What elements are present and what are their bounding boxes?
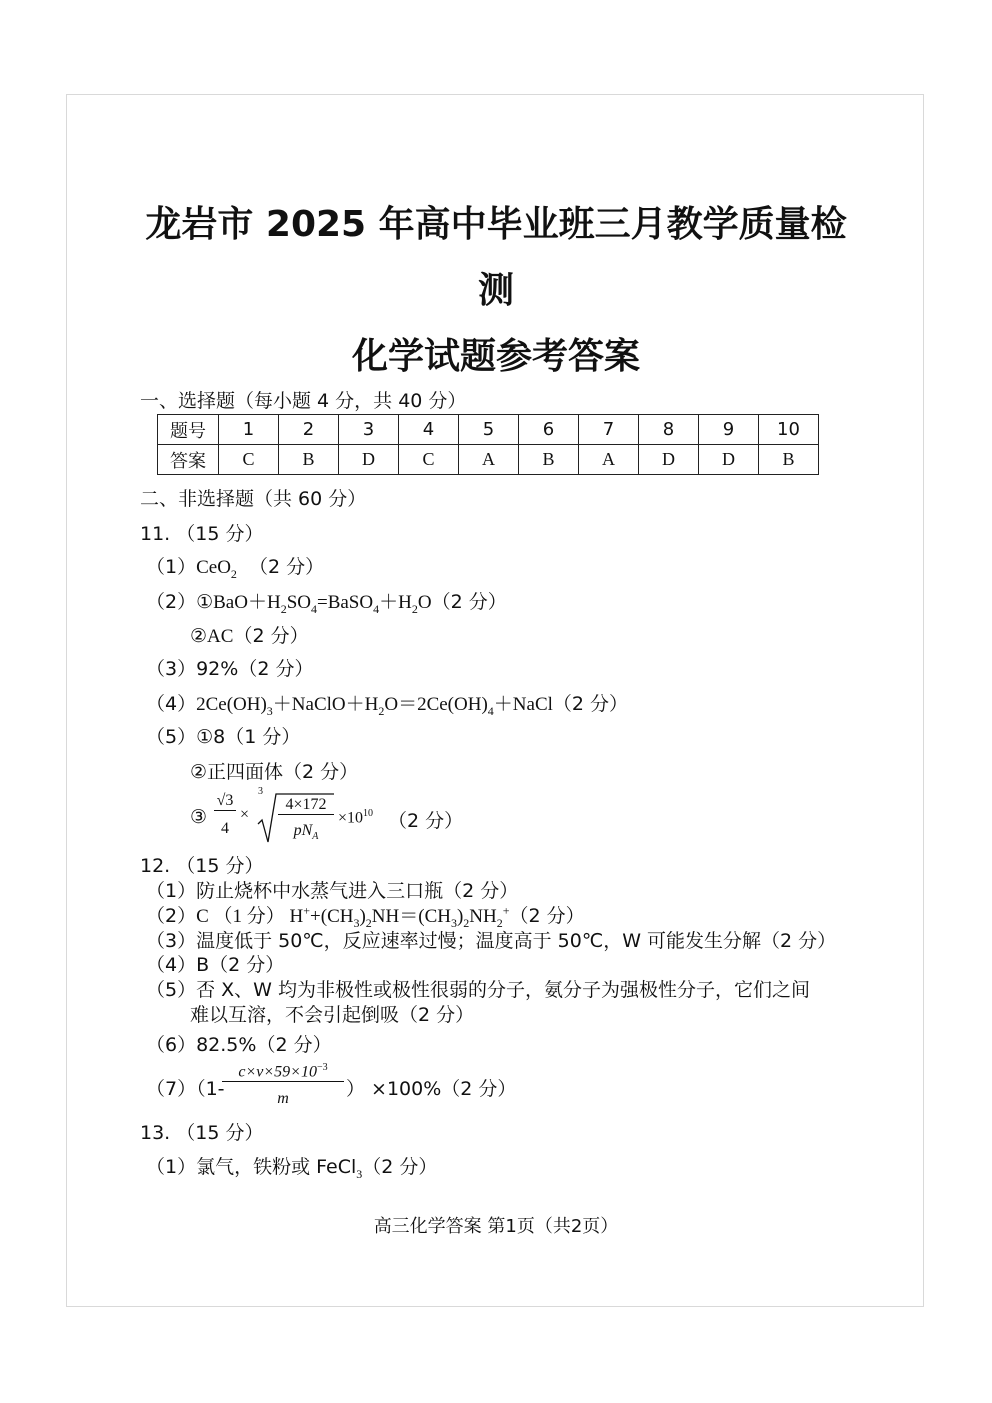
- eq-text: =BaSO: [316, 592, 374, 613]
- equation: [196, 903, 510, 930]
- eq-text: +(CH: [310, 906, 354, 927]
- answer-text: 92%（2 分）: [196, 658, 314, 680]
- q12-part5-line1: （5）否 X、W 均为非极性或极性很弱的分子，氨分子为强极性分子，它们之间: [146, 979, 810, 1001]
- subscript: A: [312, 831, 319, 843]
- table-cell: D: [639, 445, 699, 475]
- root-denominator: [278, 822, 334, 842]
- table-cell: 5: [459, 415, 519, 445]
- q12-part1: （1）防止烧杯中水蒸气进入三口瓶（2 分）: [146, 880, 519, 902]
- formula: [196, 557, 237, 581]
- table-cell: D: [339, 445, 399, 475]
- table-cell: C: [219, 445, 279, 475]
- eq-text: SO: [286, 592, 311, 613]
- equation: [196, 694, 553, 718]
- answer-text: ①8（1 分）: [196, 726, 301, 748]
- section1-heading: 一、选择题（每小题 4 分，共 40 分）: [140, 390, 467, 412]
- table-cell: 4: [399, 415, 459, 445]
- q12-part5-line2: 难以互溶，不会引起倒吸（2 分）: [190, 1004, 475, 1026]
- power-term: [338, 808, 373, 827]
- fraction-denominator: m: [277, 1090, 289, 1107]
- table-cell: 3: [339, 415, 399, 445]
- title-line-3: 化学试题参考答案: [351, 336, 640, 377]
- table-cell: B: [759, 445, 819, 475]
- score: （2 分）: [362, 1156, 438, 1178]
- answer-text: （1）氯气，铁粉或 FeCl: [146, 1156, 357, 1178]
- superscript: −3: [316, 1062, 328, 1073]
- eq-text: NH＝(CH: [371, 906, 451, 927]
- part-label: （3）: [146, 658, 197, 680]
- page-footer: 高三化学答案 第1页（共2页）: [373, 1216, 619, 1237]
- table-cell: B: [279, 445, 339, 475]
- root-index: 3: [258, 786, 263, 797]
- part-label: （1）: [146, 556, 197, 578]
- subscript: 2: [365, 915, 372, 930]
- table-cell: 9: [699, 415, 759, 445]
- table-cell: C: [399, 445, 459, 475]
- q11-part2a: [146, 587, 507, 617]
- q13-part1: [146, 1152, 437, 1182]
- q12-part3: （3）温度低于 50℃，反应速率过慢；温度高于 50℃，W 可能发生分解（2 分）: [146, 930, 837, 952]
- q11-part2b: [190, 621, 309, 648]
- eq-text: NH: [469, 906, 497, 927]
- q12-part6: （6）82.5%（2 分）: [146, 1034, 332, 1056]
- answer-table: [157, 414, 819, 475]
- part-label: ③: [190, 806, 208, 828]
- table-cell: 10: [759, 415, 819, 445]
- subscript: 2: [378, 703, 385, 718]
- table-cell: B: [519, 445, 579, 475]
- eq-text: ): [456, 906, 464, 927]
- num-text: c×v×59×10: [238, 1063, 317, 1081]
- q13-heading: 13. （15 分）: [140, 1122, 264, 1144]
- eq-text: ＋H: [379, 592, 412, 613]
- score: （2 分）: [509, 905, 585, 927]
- subscript: 3: [450, 915, 457, 930]
- eq-text: ①BaO＋H: [196, 592, 281, 613]
- equation: [196, 592, 432, 616]
- subscript: 3: [353, 915, 360, 930]
- q11-part1: [146, 552, 324, 582]
- part-label: （2）: [146, 591, 197, 613]
- root-numerator: 4×172: [278, 796, 334, 815]
- answer-text: ②AC: [190, 626, 234, 647]
- part-label: （5）: [146, 726, 197, 748]
- title-line-2: 测: [477, 270, 514, 311]
- formula-tail: ） ×100%（2 分）: [346, 1078, 517, 1100]
- formula-text: CeO: [196, 557, 231, 578]
- subscript: 2: [411, 601, 418, 616]
- eq-text: ＋NaClO＋H: [272, 694, 379, 715]
- fraction-numerator: [222, 1062, 344, 1082]
- score: （2 分）: [552, 693, 629, 715]
- superscript: +: [502, 903, 510, 918]
- sqrt3-numerator: √3: [214, 792, 236, 811]
- subscript: 2: [280, 601, 287, 616]
- table-cell: 7: [579, 415, 639, 445]
- table-cell: D: [699, 445, 759, 475]
- eq-text: ＋NaCl: [493, 694, 553, 715]
- score: （2 分）: [431, 591, 507, 613]
- part-label: （7）（1-: [146, 1078, 225, 1100]
- row-label-number: 题号: [158, 415, 219, 445]
- table-cell: 8: [639, 415, 699, 445]
- q11-part4: [146, 689, 628, 719]
- part-label: （4）: [146, 693, 197, 715]
- q11-part5b: ②正四面体（2 分）: [190, 761, 359, 783]
- subscript: 2: [230, 566, 237, 581]
- eq-text: 2Ce(OH): [196, 694, 267, 715]
- table-cell: A: [459, 445, 519, 475]
- table-cell: 6: [519, 415, 579, 445]
- subscript: 4: [373, 601, 380, 616]
- title-line-1: 龙岩市 2025 年高中毕业班三月教学质量检: [145, 204, 847, 245]
- eq-text: ): [359, 906, 366, 927]
- eq-text: O＝2Ce(OH): [384, 694, 488, 715]
- q11-part3: [146, 654, 313, 681]
- score: （2 分）: [249, 556, 325, 578]
- q11-part5a: [146, 722, 300, 749]
- table-cell: A: [579, 445, 639, 475]
- score: （2 分）: [233, 625, 309, 647]
- table-cell: 2: [279, 415, 339, 445]
- eq-text: O: [417, 592, 432, 613]
- subscript: 2: [496, 915, 503, 930]
- subscript: 4: [310, 601, 317, 616]
- row-label-answer: 答案: [158, 445, 219, 475]
- table-cell: 1: [219, 415, 279, 445]
- superscript: +: [303, 903, 311, 918]
- superscript: 10: [363, 808, 374, 819]
- subscript: 3: [266, 703, 273, 718]
- score: （2 分）: [388, 810, 464, 832]
- part-label: （2）: [146, 905, 197, 927]
- table-row-answers: [158, 445, 819, 475]
- table-row-numbers: [158, 415, 819, 445]
- den-text: pN: [293, 822, 313, 839]
- subscript: 2: [463, 915, 470, 930]
- eq-text: C （1 分） H: [196, 906, 304, 927]
- q12-heading: 12. （15 分）: [140, 855, 264, 877]
- times-sign: ×: [240, 806, 250, 823]
- q11-heading: 11. （15 分）: [140, 523, 264, 545]
- power-base: ×10: [338, 809, 364, 827]
- denominator: 4: [221, 820, 229, 837]
- section2-heading: 二、非选择题（共 60 分）: [140, 488, 367, 510]
- subscript: 3: [356, 1166, 363, 1181]
- q12-part4: （4）B（2 分）: [146, 954, 285, 976]
- subscript: 4: [487, 703, 494, 718]
